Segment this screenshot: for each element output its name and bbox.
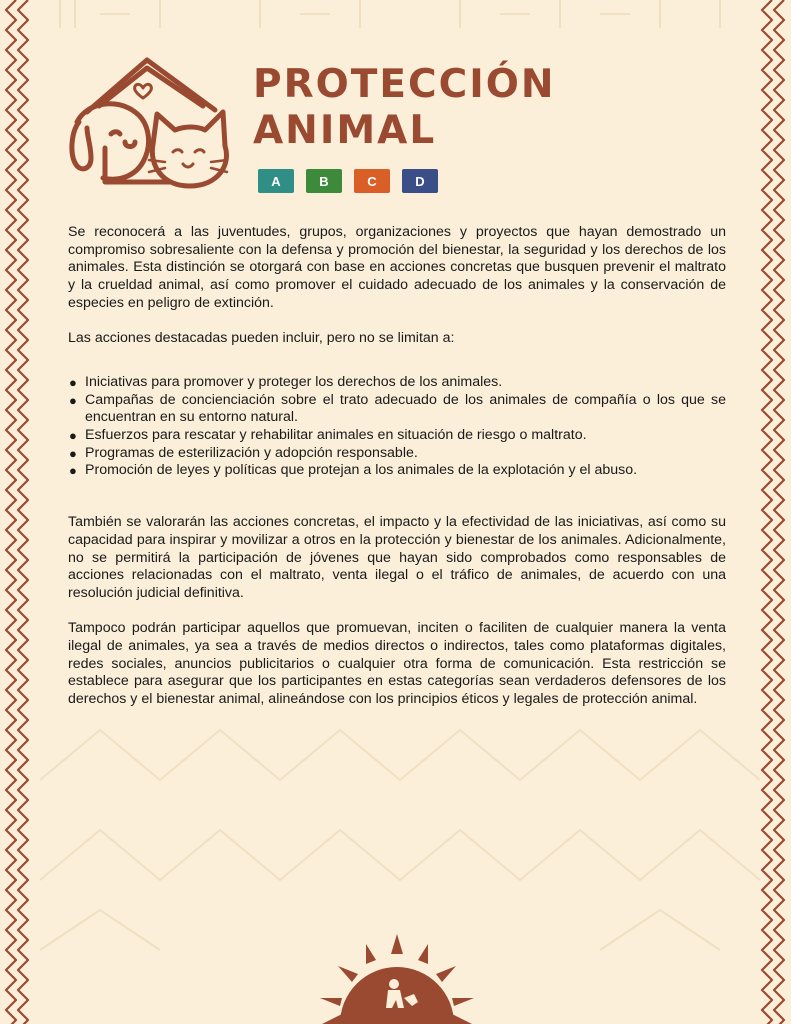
dog-cat-house-logo-icon (65, 52, 240, 197)
list-item-text: Campañas de concienciación sobre el trato adecuado de los animales de compañía o los que se encuentran en su entorno natural. (85, 391, 726, 426)
list-item (69, 444, 726, 463)
title-line-2: ANIMAL (253, 108, 437, 153)
bullet-icon: ● (69, 428, 77, 444)
list-item-text: Iniciativas para promover y proteger los derechos de los animales. (85, 373, 503, 390)
list-item-text: Programas de esterilización y adopción responsable. (85, 444, 418, 461)
list-item (69, 391, 726, 427)
list-intro: Las acciones destacadas pueden incluir, pero no se limitan a: (68, 330, 455, 347)
bullet-icon: ● (69, 374, 77, 390)
evaluation-paragraph: También se valorarán las acciones concretas, el impacto y la efectividad de las iniciativas, así como su capacidad para inspirar y movilizar a otros en la protección y bienestar de los animales. Adicionalmente, no se permitirá la participación de jóvenes que hayan sido comprobados como responsables de acciones relacionadas con el maltrato, venta ilegal o el tráfico de animales, de acuerdo con una resolución judicial definitiva. (68, 514, 726, 601)
right-zigzag-border (758, 0, 788, 1024)
list-item (69, 373, 726, 392)
bullet-icon: ● (69, 445, 77, 461)
left-zigzag-border (2, 0, 32, 1024)
category-badge-d: D (402, 169, 438, 193)
restriction-paragraph: Tampoco podrán participar aquellos que promuevan, inciten o faciliten de cualquier manera la venta ilegal de animales, ya sea a través de medios directos o indirectos, tales como plataformas digitales, redes sociales, anuncios publicitarios o cualquier otra forma de comunicación. Esta restricción se establece para asegurar que los participantes en estas categorías sean verdaderos defensores de los derechos y el bienestar animal, alineándose con los principios éticos y legales de protección animal. (68, 620, 726, 708)
list-item-text: Promoción de leyes y políticas que protejan a los animales de la explotación y el abuso. (85, 462, 638, 479)
intro-paragraph: Se reconocerá a las juventudes, grupos, organizaciones y proyectos que hayan demostrado un compromiso sobresaliente con la defensa y promoción del bienestar, la seguridad y los derechos de los animales. Esta distinción se otorgará con base en acciones concretas que busquen prevenir el maltrato y la crueldad animal, así como promover el cuidado adecuado de los animales y la conservación de especies en peligro de extinción. (68, 224, 726, 311)
list-item (69, 462, 726, 480)
body-content (68, 224, 726, 727)
title-line-1: PROTECCIÓN (253, 62, 556, 107)
category-badge-b: B (306, 169, 342, 193)
list-item (69, 427, 726, 445)
bullet-icon: ● (69, 392, 77, 408)
bullet-icon: ● (69, 463, 77, 479)
category-badge-c: C (354, 169, 390, 193)
page-title (253, 62, 556, 154)
sun-emblem-icon (318, 932, 476, 1024)
category-badges (258, 169, 438, 193)
list-item-text: Esfuerzos para rescatar y rehabilitar animales en situación de riesgo o maltrato. (85, 427, 587, 444)
actions-list (68, 374, 726, 480)
category-badge-a: A (258, 169, 294, 193)
